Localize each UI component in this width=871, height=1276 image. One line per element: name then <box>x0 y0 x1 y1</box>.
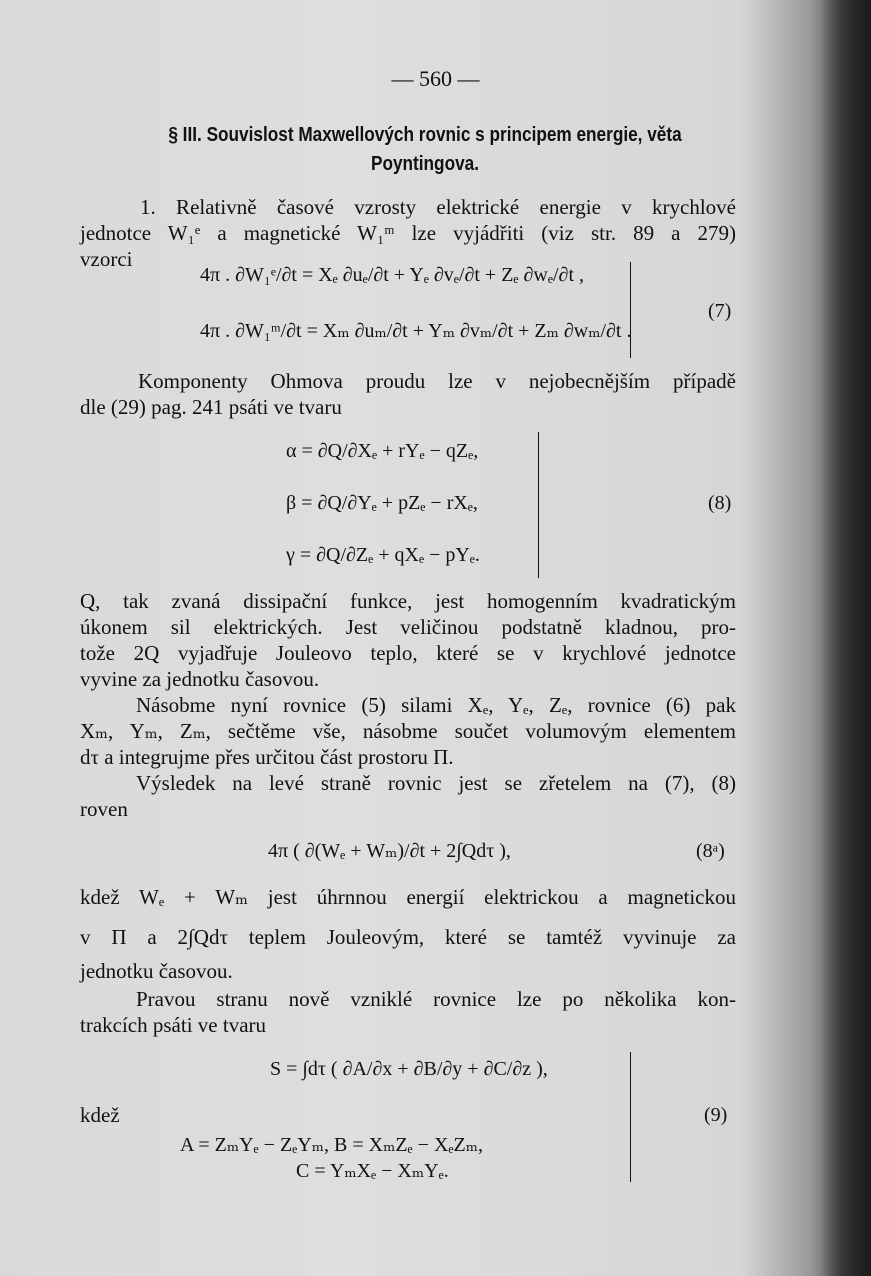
equation-9-label: (9) <box>704 1104 728 1126</box>
paragraph-4 <box>80 692 736 770</box>
para4-line-2: Xₘ, Yₘ, Zₘ, sečtěme vše, násobme součet volumovým elementem <box>80 719 736 743</box>
equation-9-brace <box>630 1052 631 1182</box>
para7-line-2: trakcích psáti ve tvaru <box>80 1013 267 1037</box>
equation-7-row-2: 4π . ∂W₁ᵐ/∂t = Xₘ ∂uₘ/∂t + Yₘ ∂vₘ/∂t + Zₘ ∂wₘ/∂t . <box>200 320 632 342</box>
equation-9-row-1: S = ∫dτ ( ∂A/∂x + ∂B/∂y + ∂C/∂z ), <box>270 1058 548 1080</box>
paragraph-2 <box>80 368 736 420</box>
para1-line-2: jednotce W₁ᵉ a magnetické W₁ᵐ lze vyjádřiti (viz str. 89 a 279) <box>80 221 736 245</box>
para5-line-2: roven <box>80 797 128 821</box>
paragraph-1 <box>80 194 736 272</box>
equation-8a-label: (8ᵃ) <box>696 840 725 862</box>
section-heading <box>141 121 709 179</box>
paragraph-5 <box>80 770 736 822</box>
equation-8-brace <box>538 432 539 578</box>
para6-line-3: jednotku časovou. <box>80 959 233 983</box>
para3-line-2: úkonem sil elektrických. Jest veličinou podstatně kladnou, pro- <box>80 615 736 639</box>
para2-line-1: Komponenty Ohmova proudu lze v nejobecnějším případě <box>138 369 736 393</box>
equation-7-label: (7) <box>708 300 732 322</box>
page-spine-shadow <box>821 0 871 1276</box>
para6-line-2: v Π a 2∫Qdτ teplem Jouleovým, které se tamtéž vyvinuje za <box>80 925 736 949</box>
equation-7-brace <box>630 262 631 358</box>
heading-line-1: § III. Souvislost Maxwellových rovnic s principem energie, věta <box>168 124 682 146</box>
page-number: — 560 — <box>391 66 480 91</box>
para4-line-3: dτ a integrujme přes určitou část prostoru Π. <box>80 745 454 769</box>
equation-9-row-3: C = YₘXₑ − XₘYₑ. <box>296 1160 449 1182</box>
para2-line-2: dle (29) pag. 241 psáti ve tvaru <box>80 395 342 419</box>
equation-9-row-2: A = ZₘYₑ − ZₑYₘ, B = XₘZₑ − XₑZₘ, <box>180 1134 484 1156</box>
equation-8-row-3: γ = ∂Q/∂Zₑ + qXₑ − pYₑ. <box>286 544 480 566</box>
para3-line-4: vyvine za jednotku časovou. <box>80 667 320 691</box>
paragraph-3 <box>80 588 736 692</box>
equation-8-row-1: α = ∂Q/∂Xₑ + rYₑ − qZₑ, <box>286 440 479 462</box>
para3-line-1: Q, tak zvaná dissipační funkce, jest homogenním kvadratickým <box>80 589 736 613</box>
para1-line-3: vzorci <box>80 247 133 271</box>
para5-line-1: Výsledek na levé straně rovnic jest se zřetelem na (7), (8) <box>136 771 736 795</box>
para7-line-1: Pravou stranu nově vzniklé rovnice lze po několika kon- <box>136 987 736 1011</box>
paragraph-6 <box>80 884 736 984</box>
equation-8a: 4π ( ∂(Wₑ + Wₘ)/∂t + 2∫Qdτ ), <box>268 840 511 862</box>
paragraph-7 <box>80 986 736 1038</box>
para4-line-1: Násobme nyní rovnice (5) silami Xₑ, Yₑ, Zₑ, rovnice (6) pak <box>136 693 736 717</box>
equation-7-row-1: 4π . ∂W₁ᵉ/∂t = Xₑ ∂uₑ/∂t + Yₑ ∂vₑ/∂t + Zₑ ∂wₑ/∂t , <box>200 264 584 286</box>
para3-line-3: tože 2Q vyjadřuje Jouleovo teplo, které se v krychlové jednotce <box>80 641 736 665</box>
heading-line-2: Poyntingova. <box>370 153 479 175</box>
equation-9-kdez: kdež <box>80 1103 120 1127</box>
equation-8-row-2: β = ∂Q/∂Yₑ + pZₑ − rXₑ, <box>286 492 478 514</box>
equation-8-label: (8) <box>708 492 732 514</box>
para6-line-1: kdež Wₑ + Wₘ jest úhrnnou energií elektrickou a magnetickou <box>80 885 736 909</box>
para1-line-1: 1. Relativně časové vzrosty elektrické energie v krychlové <box>140 195 736 219</box>
